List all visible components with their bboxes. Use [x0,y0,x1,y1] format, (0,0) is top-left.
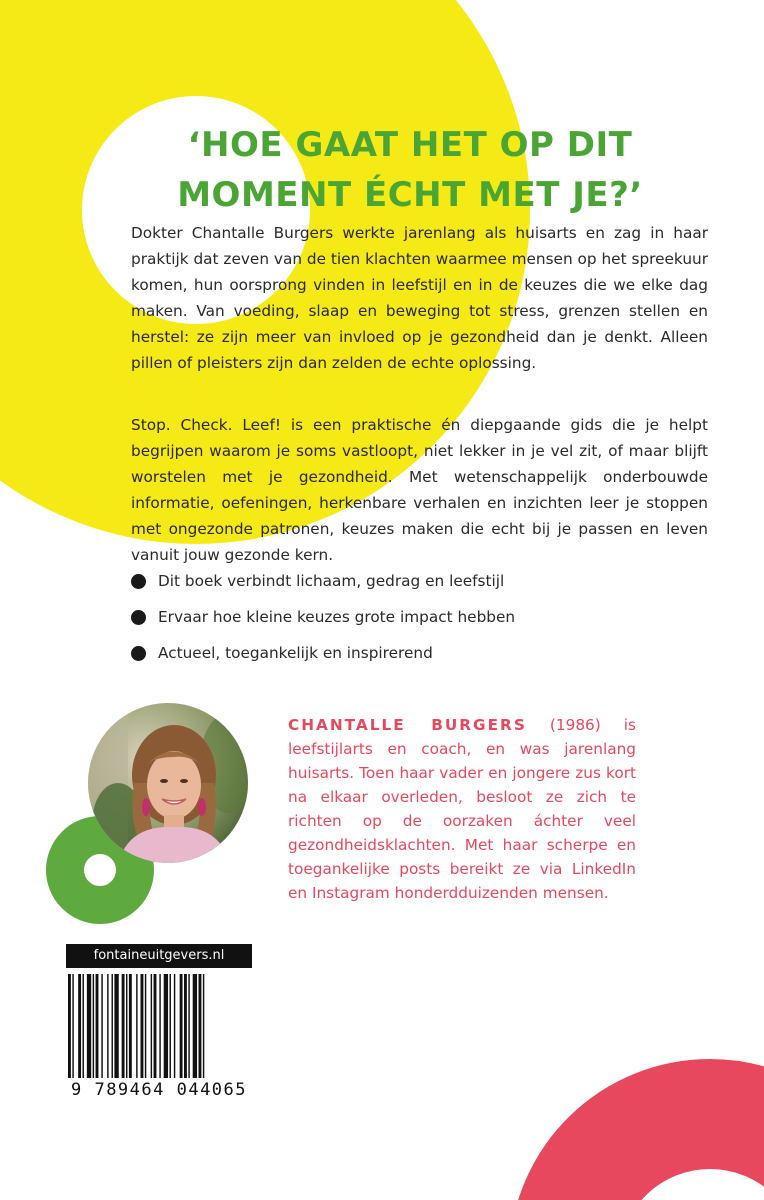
pink-ring-shape [564,1114,764,1200]
author-bio-text: (1986) is leefstijlarts en coach, en was jarenlang huisarts. Toen haar vader en jongere zus kort na elkaar overleden, besloot ze zich te richten op de oorzaken áchter veel gezondheidsklachten. Met haar scherpe en toegankelijke posts bereikt ze via LinkedIn en Instagram honderdduizenden mensen. [288,716,637,902]
feature-list-item [131,640,708,676]
author-photo [88,703,248,863]
author-bio [288,713,636,905]
barcode [66,974,252,1078]
feature-list-item [131,568,708,604]
feature-text: Dit boek verbindt lichaam, gedrag en leefstijl [158,572,505,590]
author-name: CHANTALLE BURGERS [288,716,527,734]
headline-line-2: MOMENT ÉCHT MET JE?’ [177,175,643,215]
publisher-website: fontaineuitgevers.nl [66,944,252,968]
description-paragraph: Stop. Check. Leef! is een praktische én diepgaande gids die je helpt begrijpen waarom je soms vastloopt, niet lekker in je vel zit, of maar blijft worstelen met je gezondheid. Met wetenschappelijk onderbouwde informatie, oefeningen, herkenbare verhalen en inzichten leer je stoppen met ongezonde patronen, keuzes maken die echt bij je passen en leven vanuit jouw gezonde kern. [131,416,708,564]
bullet-dot-icon [131,610,146,625]
feature-text: Actueel, toegankelijk en inspirerend [158,644,433,662]
feature-list [131,568,708,676]
feature-text: Ervaar hoe kleine keuzes grote impact hebben [158,608,516,626]
headline [100,120,720,220]
feature-list-item [131,604,708,640]
bullet-dot-icon [131,574,146,589]
isbn-number: 9 789464 044065 [70,1080,248,1100]
headline-line-1: ‘HOE GAAT HET OP DIT [187,125,633,165]
bullet-dot-icon [131,646,146,661]
intro-paragraph: Dokter Chantalle Burgers werkte jarenlang als huisarts en zag in haar praktijk dat zeven van de tien klachten waarmee mensen op het spreekuur komen, hun oorsprong vinden in leefstijl en in de keuzes die we elke dag maken. Van voeding, slaap en beweging tot stress, grenzen stellen en herstel: ze zijn meer van invloed op je gezondheid dan je denkt. Alleen pillen of pleisters zijn dan zelden de echte oplossing. [131,224,708,372]
